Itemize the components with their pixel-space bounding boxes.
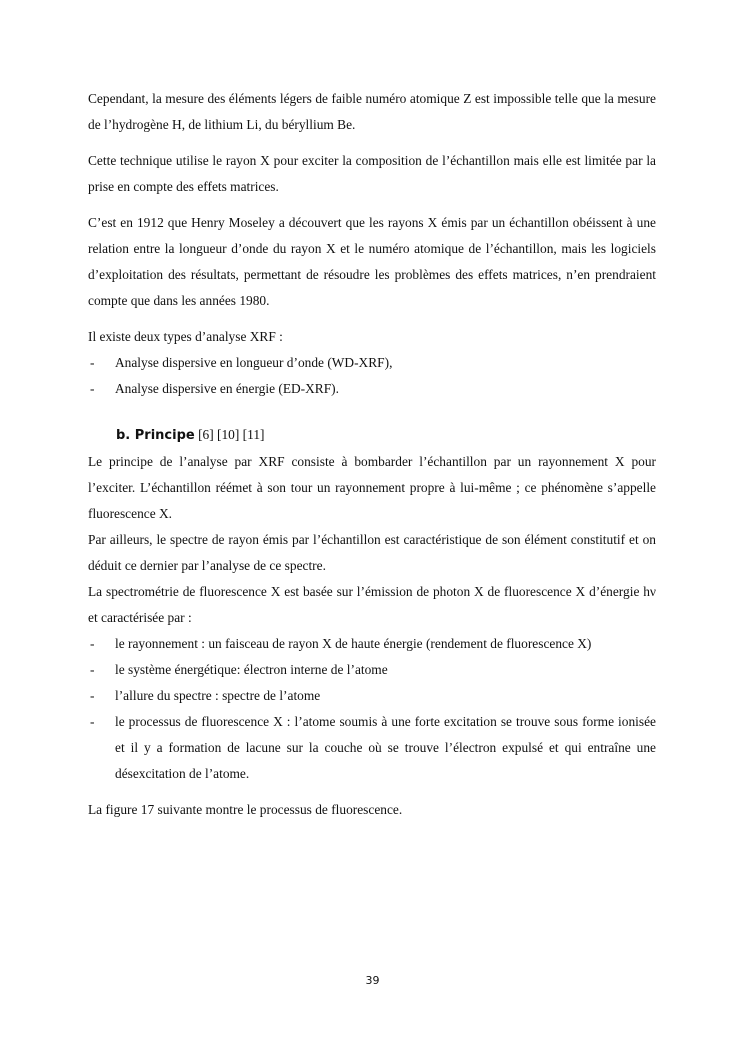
list-dash: -	[90, 381, 95, 396]
list-item	[88, 657, 656, 683]
paragraph-technique-limits: Cette technique utilise le rayon X pour exciter la composition de l’échantillon mais elle est limitée par la prise en compte des effets matrices.	[88, 153, 656, 194]
list-dash: -	[90, 662, 95, 677]
list-dash: -	[90, 688, 95, 703]
list-dash: -	[90, 714, 95, 729]
list-dash: -	[90, 636, 95, 651]
list-item	[88, 683, 656, 709]
list-item	[88, 376, 656, 402]
paragraph-spectrometry-basis: La spectrométrie de fluorescence X est basée sur l’émission de photon X de fluorescence X d’énergie hν et caractérisée par :	[88, 584, 656, 625]
paragraph-spectrum-characteristic: Par ailleurs, le spectre de rayon émis par l’échantillon est caractéristique de son élément constitutif et on déduit ce dernier par l’analyse de ce spectre.	[88, 532, 656, 573]
page-number: 39	[365, 974, 380, 987]
section-heading-references: [6] [10] [11]	[194, 427, 265, 442]
characteristics-list	[88, 631, 656, 787]
list-item-text: l’allure du spectre : spectre de l’atome	[115, 688, 321, 703]
list-item-text: le système énergétique: électron interne de l’atome	[115, 662, 388, 677]
list-item	[88, 709, 656, 787]
paragraph-light-elements: Cependant, la mesure des éléments légers de faible numéro atomique Z est impossible telle que la mesure de l’hydrogène H, de lithium Li, du béryllium Be.	[88, 91, 656, 132]
paragraph-figure-reference: La figure 17 suivante montre le processus de fluorescence.	[88, 802, 403, 817]
list-dash: -	[90, 355, 95, 370]
list-item-text: Analyse dispersive en énergie (ED-XRF).	[115, 381, 339, 396]
list-item-text: Analyse dispersive en longueur d’onde (WD-XRF),	[115, 355, 393, 370]
list-item-text: le processus de fluorescence X : l’atome soumis à une forte excitation se trouve sous forme ionisée et il y a formation de lacune sur la couche où se trouve l’électron expulsé et qui entraîne une désexcitation de l’atome.	[115, 714, 656, 781]
xrf-types-list	[88, 350, 656, 402]
paragraph-principe-definition: Le principe de l’analyse par XRF consiste à bombarder l’échantillon par un rayonnement X pour l’exciter. L’échantillon réémet à son tour un rayonnement propre à lui-même ; ce phénomène s’appelle fluorescence X.	[88, 454, 656, 521]
paragraph-xrf-types-intro: Il existe deux types d’analyse XRF :	[88, 329, 283, 344]
list-item	[88, 350, 656, 376]
section-heading-label: b. Principe	[116, 428, 195, 443]
section-heading-principe	[88, 422, 656, 449]
list-item-text: le rayonnement : un faisceau de rayon X de haute énergie (rendement de fluorescence X)	[115, 636, 592, 651]
document-page	[88, 86, 656, 833]
list-item	[88, 631, 656, 657]
paragraph-moseley-history: C’est en 1912 que Henry Moseley a découvert que les rayons X émis par un échantillon obéissent à une relation entre la longueur d’onde du rayon X et le numéro atomique de l’échantillon, mais les logiciels d’exploitation des résultats, permettant de résoudre les problèmes des effets matrices, n’en prendraient compte que dans les années 1980.	[88, 215, 656, 308]
